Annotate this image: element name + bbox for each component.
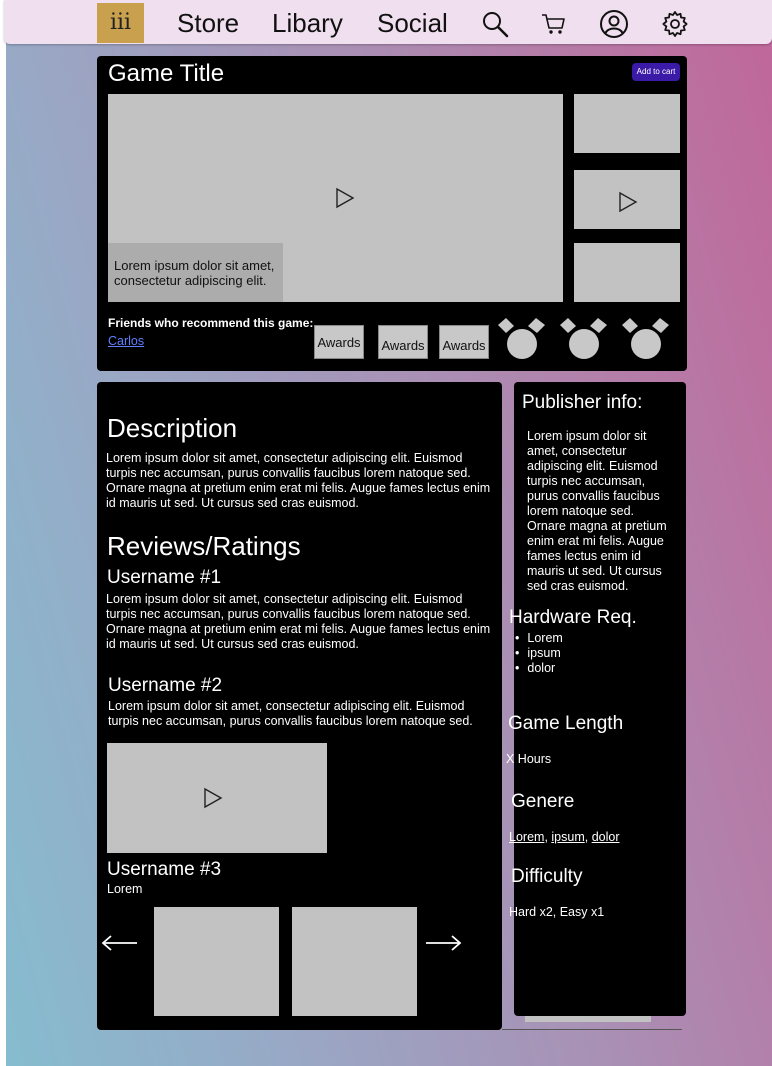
settings-icon[interactable] [660, 9, 690, 39]
review-username[interactable]: Username #1 [107, 567, 222, 588]
difficulty-heading: Difficulty [511, 866, 583, 887]
nav-store[interactable]: Store [177, 8, 240, 38]
media-caption: Lorem ipsum dolor sit amet, consectetur adipiscing elit. [114, 258, 275, 288]
award-badge[interactable]: Awards [378, 325, 428, 359]
search-icon[interactable] [480, 9, 510, 39]
description-heading: Description [107, 413, 238, 443]
game-title: Game Title [108, 60, 225, 87]
review-text: Lorem ipsum dolor sit amet, consectetur adipiscing elit. Euismod turpis nec accumsan, purus convallis faucibus lorem natoque sed. Ornare magna at pretium enim erat mi felis. Augue fames lectus enim id mauris ut sed. Ut cursus sed cras euismod. [106, 592, 491, 651]
cart-icon[interactable] [540, 11, 568, 37]
publisher-text: Lorem ipsum dolor sit amet, consectetur adipiscing elit. Euismod turpis nec accumsan, purus convallis faucibus lorem natoque sed. Ornare magna at pretium enim erat mi felis. Augue fames lectus enim id mauris ut sed. Ut cursus sed cras euismod. [527, 429, 667, 593]
medal-icon [497, 317, 547, 361]
media-thumbnail[interactable] [574, 243, 680, 302]
genre-link[interactable]: dolor [591, 830, 620, 844]
sidebar-scroll-indicator[interactable] [525, 1016, 651, 1022]
app-logo[interactable]: iii [97, 3, 144, 43]
review-username[interactable]: Username #3 [107, 859, 222, 880]
hardware-item: • ipsum [515, 646, 563, 661]
game-length-heading: Game Length [508, 713, 624, 734]
description-text: Lorem ipsum dolor sit amet, consectetur adipiscing elit. Euismod turpis nec accumsan, purus convallis faucibus lorem natoque sed. Ornare magna at pretium enim erat mi felis. Augue fames lectus enim id mauris ut sed. Ut cursus sed cras euismod. [106, 451, 491, 510]
hardware-item: • Lorem [515, 631, 563, 646]
add-to-cart-button[interactable]: Add to cart [632, 63, 680, 81]
divider [502, 1029, 682, 1030]
hardware-list [515, 631, 563, 676]
review-text: Lorem [107, 882, 143, 896]
award-badge[interactable]: Awards [314, 325, 364, 359]
genre-separator: , [544, 830, 552, 844]
play-icon[interactable] [617, 191, 639, 213]
genre-heading: Genere [511, 791, 575, 812]
play-icon[interactable] [202, 787, 224, 809]
difficulty-value: Hard x2, Easy x1 [509, 905, 605, 919]
friends-heading: Friends who recommend this game: [108, 316, 314, 330]
review-text: Lorem ipsum dolor sit amet, consectetur adipiscing elit. Euismod turpis nec accumsan, purus convallis faucibus lorem natoque sed. [108, 699, 473, 728]
account-icon[interactable] [598, 8, 630, 40]
award-badge[interactable]: Awards [439, 325, 489, 359]
reviews-heading: Reviews/Ratings [107, 531, 301, 561]
media-thumbnail[interactable] [574, 94, 680, 153]
genre-separator: , [584, 830, 592, 844]
game-length-value: X Hours [506, 752, 552, 766]
arrow-right-icon[interactable] [424, 934, 462, 952]
hardware-heading: Hardware Req. [509, 607, 637, 628]
friend-link[interactable]: Carlos [108, 334, 145, 348]
genre-list [509, 830, 619, 845]
medal-icon [559, 317, 609, 361]
review-image[interactable] [154, 907, 279, 1016]
review-image[interactable] [292, 907, 417, 1016]
arrow-left-icon[interactable] [101, 934, 139, 952]
hardware-item: • dolor [515, 661, 563, 676]
genre-link[interactable]: ipsum [551, 830, 585, 844]
genre-link[interactable]: Lorem [509, 830, 545, 844]
medal-icon [621, 317, 671, 361]
nav-social[interactable]: Social [377, 8, 448, 38]
publisher-heading: Publisher info: [522, 392, 643, 413]
nav-library[interactable]: Libary [272, 8, 343, 38]
review-username[interactable]: Username #2 [108, 675, 223, 696]
play-icon[interactable] [334, 187, 356, 209]
